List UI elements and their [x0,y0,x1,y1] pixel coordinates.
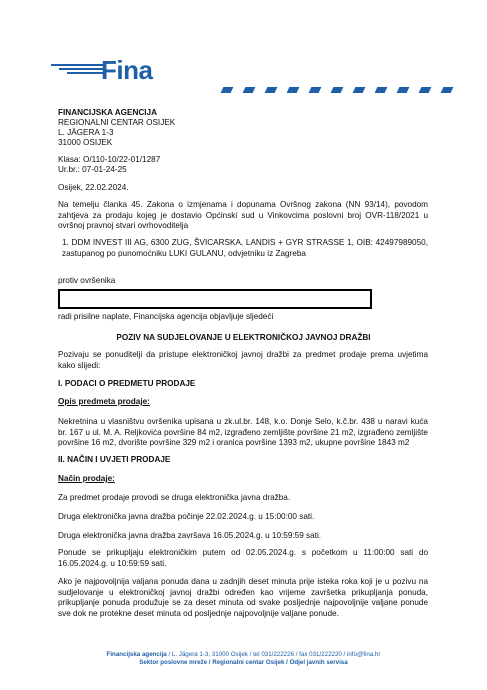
section2-p4: Ponude se prikupljaju elektroničkim putem od 02.05.2024.g. s početkom u 11:00:00 sati do 16.05.2024.g. u 10:59:59 sati. [58,548,428,568]
section2-p5: Ako je najpovoljnija valjana ponuda dana u zadnjih deset minuta prije isteka roka koji je u pozivu na sudjelovanje u elektroničkoj javnoj dražbi određen kao vrijeme završetka prikupljanja ponuda, prikupljanje ponuda produžuje se za deset minuta od svake posljednje najpovoljnije valjane ponude sve dok ne protekne deset minuta od posljednje najpovoljnije valjane ponude. [58,577,428,618]
section2-p3: Druga elektronička javna dražba završava 16.05.2024.g. u 10:59:59 sati. [58,531,322,540]
footer-org: Financijska agencija [106,651,167,658]
fina-logo: Fina [101,55,153,85]
section2-subheading: Način prodaje: [58,474,115,483]
redacted-debtor-box [58,289,372,309]
purpose-line: radi prisilne naplate, Financijska agencija objavljuje sljedeći [58,312,274,321]
section2-p1: Za predmet prodaje provodi se druga elektronička javna dražba. [58,493,291,502]
ref-klasa: Klasa: O/110-10/22-01/1287 [58,155,161,164]
section2-heading: II. NAČIN I UVJETI PRODAJE [58,455,171,464]
sender-city: 31000 OSIJEK [58,138,113,147]
fina-logo-lines [51,64,103,78]
ref-urbr: Ur.br.: 07-01-24-25 [58,165,127,174]
section2-p2: Druga elektronička javna dražba počinje 22.02.2024.g. u 15:00:00 sati. [58,512,315,521]
against-label: protiv ovršenika [58,276,116,285]
creditor-paragraph: 1. DDM INVEST III AG, 6300 ZUG, ŠVICARSKA, LANDIS + GYR STRASSE 1, OIB: 42497989050, zastupanog po punomoćniku LUKI GULANU, odvjetniku iz Zagreba [62,238,428,258]
document-title: POZIV NA SUDJELOVANJE U ELEKTRONIČKOJ JAVNOJ DRAŽBI [116,333,371,342]
invite-paragraph: Pozivaju se ponuditelji da pristupe elektroničkoj javnoj dražbi za predmet prodaje prema uvjetima kako slijedi: [58,350,428,370]
sender-unit: REGIONALNI CENTAR OSIJEK [58,118,176,127]
section1-heading: I. PODACI O PREDMETU PRODAJE [58,379,196,388]
section1-paragraph: Nekretnina u vlasništvu ovršenika upisana u zk.ul.br. 148, k.o. Donje Selo, k.č.br. 438 u naravi kuća br. 167 u ul. M. A. Reljkovića površine 84 m2, izgrađeno zemljište površine 21 m2, izgrađeno zemljište površine 16 m2, dvorište površine 329 m2 i oranica površine 1393 m2, ukupne površine 1843 m2 [58,417,428,447]
section1-subheading: Opis predmeta prodaje: [58,397,150,406]
decorative-dash-row [222,87,452,95]
sender-street: L. JÄGERA 1-3 [58,128,114,137]
footer-contact: / L. Jägera 1-3, 31000 Osijek / tel 031/222226 / fax 031/222220 / info@fina.hr [166,651,381,658]
footer-line-1 [0,651,487,659]
footer-line-2: Sektor poslovne mreže / Regionalni centar Osijek / Odjel javnih servisa [139,659,348,666]
intro-paragraph: Na temelju članka 45. Zakona o izmjenama i dopunama Ovršnog zakona (NN 93/14), povodom zahtjeva za prodaju kojeg je dostavio Općinski sud u Vinkovcima poslovni broj OVR-118/2021 u ovršnoj pravnoj stvari ovrhovoditelja [58,200,428,230]
sender-org: FINANCIJSKA AGENCIJA [58,108,158,117]
place-date: Osijek, 22.02.2024. [58,183,129,192]
